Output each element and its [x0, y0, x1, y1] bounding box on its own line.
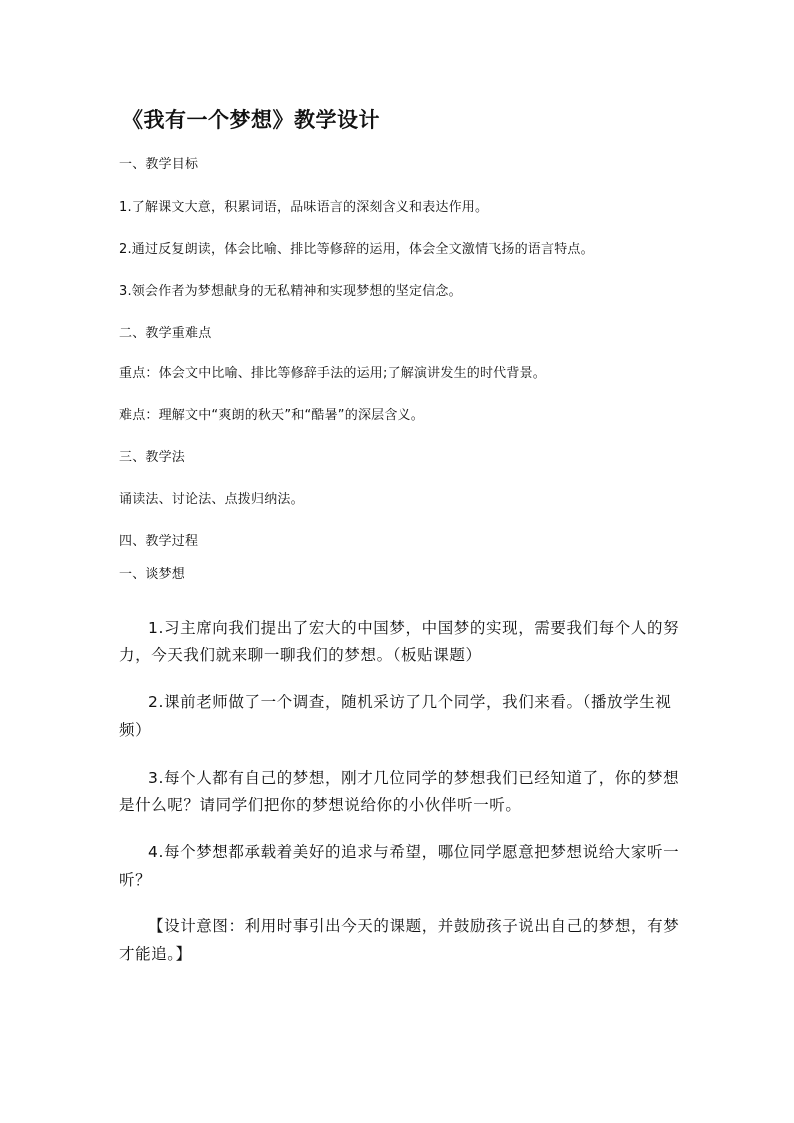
methods-text: 诵读法、讨论法、点拨归纳法。: [119, 492, 304, 507]
process-paragraph-4-line-2: 听？: [119, 871, 152, 889]
step-heading: 一、谈梦想: [119, 567, 186, 582]
key-point: 重点：体会文中比喻、排比等修辞手法的运用;了解演讲发生的时代背景。: [119, 366, 546, 381]
process-paragraph-2-line-2: 频）: [119, 721, 152, 739]
design-intent-line-2: 才能追。】: [119, 945, 192, 963]
page-title: 《我有一个梦想》教学设计: [122, 108, 380, 132]
process-paragraph-1-line-1: 1.习主席向我们提出了宏大的中国梦，中国梦的实现，需要我们每个人的努: [148, 619, 680, 637]
key-points-heading: 二、教学重难点: [119, 326, 212, 341]
process-paragraph-3-line-2: 是什么呢？请同学们把你的梦想说给你的小伙伴听一听。: [119, 796, 522, 814]
process-paragraph-3-line-1: 3.每个人都有自己的梦想，刚才几位同学的梦想我们已经知道了，你的梦想: [148, 769, 680, 787]
difficult-point: 难点：理解文中“爽朗的秋天”和“酷暑”的深层含义。: [119, 408, 424, 423]
objective-2: 2.通过反复朗读，体会比喻、排比等修辞的运用，体会全文激情飞扬的语言特点。: [119, 242, 594, 257]
process-paragraph-2-line-1: 2.课前老师做了一个调查，随机采访了几个同学，我们来看。（播放学生视: [148, 693, 672, 711]
objectives-heading: 一、教学目标: [119, 157, 199, 172]
objective-3: 3.领会作者为梦想献身的无私精神和实现梦想的坚定信念。: [119, 284, 462, 299]
objective-1: 1.了解课文大意，积累词语，品味语言的深刻含义和表达作用。: [119, 200, 489, 215]
design-intent-line-1: 【设计意图：利用时事引出今天的课题，并鼓励孩子说出自己的梦想，有梦: [148, 917, 680, 935]
process-paragraph-1-line-2: 力，今天我们就来聊一聊我们的梦想。（板贴课题）: [119, 646, 482, 664]
process-heading: 四、教学过程: [119, 534, 199, 549]
process-paragraph-4-line-1: 4.每个梦想都承载着美好的追求与希望，哪位同学愿意把梦想说给大家听一: [148, 843, 680, 861]
methods-heading: 三、教学法: [119, 450, 186, 465]
